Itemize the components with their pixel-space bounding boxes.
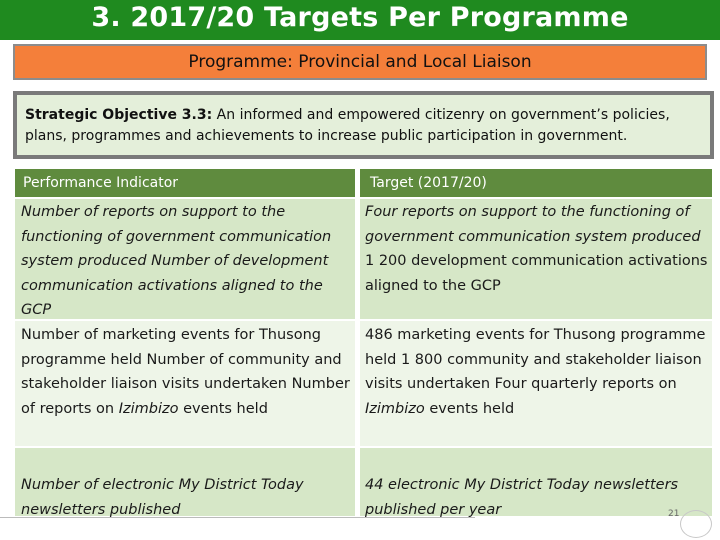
row-2-indicator: Number of marketing events for Thusong programme held Number of community and stakeholder liaison visits undertaken Number of reports on Izimbizo events held	[21, 327, 350, 417]
header-performance-indicator: Performance Indicator	[23, 175, 179, 191]
strategic-objective-box	[13, 91, 714, 159]
izimbizo-italic: Izimbizo	[365, 400, 425, 417]
slide-title: 3. 2017/20 Targets Per Programme	[91, 2, 629, 33]
izimbizo-italic: Izimbizo	[118, 400, 179, 417]
footer-logo	[680, 510, 712, 538]
row-3-target: 44 electronic My District Today newsletters published per year	[365, 477, 679, 518]
row-1-target	[365, 200, 710, 298]
header-cell-indicator	[15, 169, 355, 197]
row-1-target-line-1: Four reports on support to the functioning of government communication system produced	[365, 204, 701, 245]
strategic-objective-text: An informed and empowered citizenry on government’s policies, plans, programmes and achievements to increase public participation in government.	[25, 107, 670, 144]
page-number: 21	[668, 509, 680, 519]
row-1-indicator: Number of reports on support to the functioning of government communication system produced Number of development communication activations aligned to the GCP	[21, 204, 332, 318]
header-target: Target (2017/20)	[370, 175, 487, 191]
row-2-target: 486 marketing events for Thusong programme held 1 800 community and stakeholder liaison visits undertaken Four quarterly reports on Izimbizo events held	[365, 327, 706, 417]
row-3-indicator: Number of electronic My District Today newsletters published	[21, 477, 304, 518]
header-cell-target	[360, 169, 712, 197]
row-1-target-line-2: 1 200 development communication activations aligned to the GCP	[365, 253, 708, 294]
footer-divider	[0, 517, 475, 518]
title-bar	[0, 0, 720, 40]
programme-banner	[13, 44, 707, 80]
strategic-objective-label: Strategic Objective 3.3:	[25, 107, 213, 123]
programme-name: Programme: Provincial and Local Liaison	[188, 52, 532, 72]
